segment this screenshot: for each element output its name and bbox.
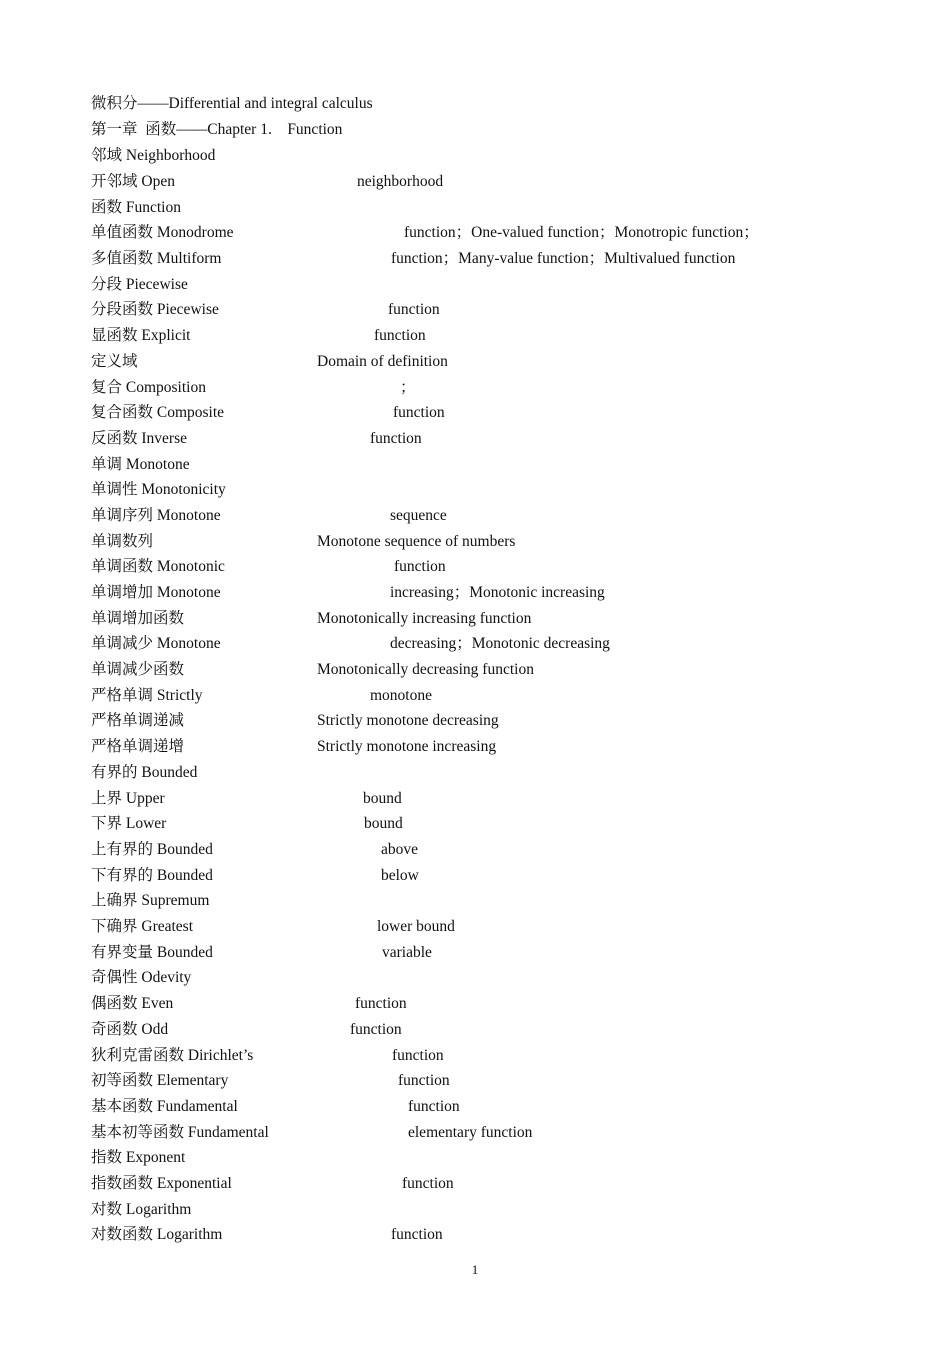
term-chinese: 单调减少函数 [91, 661, 185, 678]
term-row [91, 505, 447, 527]
term-row [91, 556, 446, 578]
term-row [91, 736, 497, 758]
term-chinese: 严格单调 Strictly [91, 687, 203, 704]
term-english: neighborhood [357, 173, 444, 190]
term-english: Monotonically increasing function [317, 610, 532, 627]
term-chinese: 严格单调递增 [91, 738, 185, 755]
term-chinese: 显函数 Explicit [91, 327, 191, 344]
term-row [91, 454, 190, 476]
term-row [91, 967, 191, 989]
term-row [91, 582, 605, 604]
term-row [91, 197, 181, 219]
term-row [91, 1045, 444, 1067]
term-english: sequence [390, 507, 447, 524]
term-chinese: 指数 Exponent [91, 1149, 186, 1166]
term-chinese: 开邻域 Open [91, 173, 175, 190]
term-english: lower bound [377, 918, 455, 935]
term-english: function [374, 327, 426, 344]
term-english: function [391, 1226, 443, 1243]
term-row [91, 916, 455, 938]
term-chinese: 指数函数 Exponential [91, 1175, 232, 1192]
term-chinese: 函数 Function [91, 199, 181, 216]
term-row [91, 659, 534, 681]
term-english: function [350, 1021, 402, 1038]
term-chinese: 对数函数 Logarithm [91, 1226, 223, 1243]
page-number: 1 [471, 1262, 479, 1277]
term-chinese: 单调增加函数 [91, 610, 185, 627]
term-row [91, 145, 215, 167]
term-english: Strictly monotone decreasing [317, 712, 499, 729]
term-chinese: 上确界 Supremum [91, 892, 210, 909]
term-chinese: 分段函数 Piecewise [91, 301, 219, 318]
term-english: function [392, 1047, 444, 1064]
term-chinese: 基本函数 Fundamental [91, 1098, 238, 1115]
term-english: variable [382, 944, 432, 961]
term-row [91, 1122, 533, 1144]
document-title: 微积分——Differential and integral calculus [91, 95, 373, 112]
term-chinese: 多值函数 Multiform [91, 250, 222, 267]
term-english: Domain of definition [317, 353, 448, 370]
term-chinese: 奇偶性 Odevity [91, 969, 192, 986]
term-english: above [381, 841, 419, 858]
term-row [91, 608, 532, 630]
term-chinese: 初等函数 Elementary [91, 1072, 229, 1089]
term-chinese: 单调数列 [91, 533, 154, 550]
term-chinese: 有界的 Bounded [91, 764, 198, 781]
term-chinese: 复合 Composition [91, 379, 206, 396]
term-chinese: 单调增加 Monotone [91, 584, 221, 601]
term-row [91, 479, 226, 501]
term-chinese: 单调序列 Monotone [91, 507, 221, 524]
term-row [91, 248, 736, 270]
term-chinese: 基本初等函数 Fundamental [91, 1124, 269, 1141]
term-english: elementary function [408, 1124, 533, 1141]
term-english: monotone [370, 687, 432, 704]
term-english: function [388, 301, 440, 318]
term-row [91, 377, 416, 399]
term-english: bound [363, 790, 402, 807]
term-row [91, 171, 444, 193]
term-chinese: 下确界 Greatest [91, 918, 194, 935]
term-row [91, 942, 432, 964]
term-row [91, 788, 402, 810]
term-chinese: 单调性 Monotonicity [91, 481, 226, 498]
term-chinese: 单调 Monotone [91, 456, 190, 473]
term-english: function [408, 1098, 460, 1115]
term-chinese: 分段 Piecewise [91, 276, 188, 293]
term-chinese: 单调减少 Monotone [91, 635, 221, 652]
term-english: function [402, 1175, 454, 1192]
term-row [91, 351, 448, 373]
term-row [91, 1224, 443, 1246]
term-row [91, 890, 209, 912]
term-row [91, 299, 440, 321]
term-chinese: 复合函数 Composite [91, 404, 225, 421]
term-english: function [398, 1072, 450, 1089]
term-row [91, 762, 197, 784]
term-row [91, 402, 445, 424]
term-english: function [393, 404, 445, 421]
term-row [91, 1019, 402, 1041]
term-chinese: 上界 Upper [91, 790, 165, 807]
term-row [91, 274, 188, 296]
term-row [91, 993, 407, 1015]
term-english: function；Many-value function；Multivalued function [391, 250, 736, 267]
term-english: Strictly monotone increasing [317, 738, 497, 755]
term-chinese: 上有界的 Bounded [91, 841, 213, 858]
term-chinese: 严格单调递减 [91, 712, 185, 729]
term-chinese: 邻域 Neighborhood [91, 147, 216, 164]
term-english: function [394, 558, 446, 575]
term-row [91, 222, 759, 244]
term-english: decreasing；Monotonic decreasing [390, 635, 610, 652]
term-row [91, 1070, 450, 1092]
term-english: ； [400, 379, 416, 396]
term-chinese: 偶函数 Even [91, 995, 174, 1012]
term-row [91, 685, 432, 707]
term-chinese: 有界变量 Bounded [91, 944, 213, 961]
term-row [91, 1199, 191, 1221]
term-row [91, 865, 419, 887]
term-english: Monotonically decreasing function [317, 661, 534, 678]
term-chinese: 下界 Lower [91, 815, 167, 832]
term-row [91, 325, 426, 347]
term-row [91, 633, 610, 655]
term-row [91, 710, 499, 732]
term-row [91, 839, 419, 861]
term-english: bound [364, 815, 403, 832]
term-chinese: 狄利克雷函数 Dirichlet’s [91, 1047, 254, 1064]
term-english: function；One-valued function；Monotropic function； [404, 224, 759, 241]
term-chinese: 单调函数 Monotonic [91, 558, 225, 575]
term-english: Monotone sequence of numbers [317, 533, 516, 550]
chapter-heading: 第一章 函数——Chapter 1. Function [91, 121, 343, 138]
term-row [91, 1147, 185, 1169]
term-chinese: 单值函数 Monodrome [91, 224, 234, 241]
term-english: below [381, 867, 419, 884]
term-row [91, 813, 403, 835]
term-chinese: 对数 Logarithm [91, 1201, 192, 1218]
term-chinese: 奇函数 Odd [91, 1021, 169, 1038]
term-row [91, 531, 516, 553]
term-english: function [355, 995, 407, 1012]
term-chinese: 定义域 [91, 353, 138, 370]
term-english: function [370, 430, 422, 447]
term-chinese: 反函数 Inverse [91, 430, 187, 447]
term-english: increasing；Monotonic increasing [390, 584, 605, 601]
term-row [91, 1096, 460, 1118]
term-row [91, 1173, 454, 1195]
term-chinese: 下有界的 Bounded [91, 867, 213, 884]
term-row [91, 428, 422, 450]
